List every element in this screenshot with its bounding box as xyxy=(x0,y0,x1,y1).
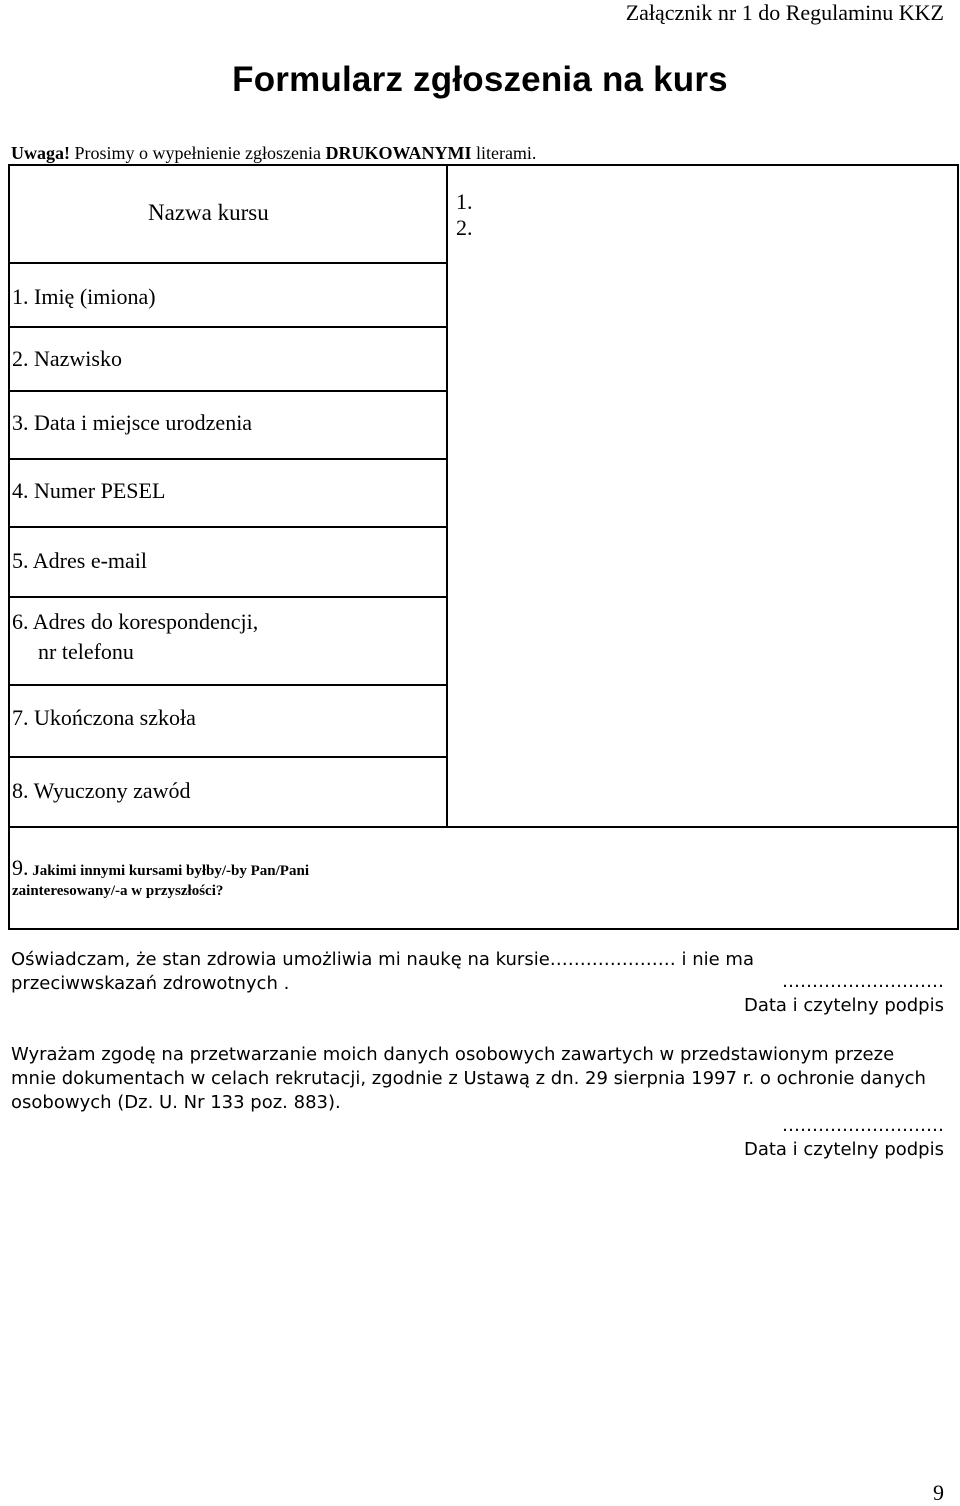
health-declaration-line2: przeciwwskazań zdrowotnych . xyxy=(11,973,290,994)
notice-bold-word: DRUKOWANYMI xyxy=(325,143,472,163)
field-school-label: 7. Ukończona szkoła xyxy=(12,705,196,730)
course-slot-1[interactable]: 1. xyxy=(456,189,473,214)
field-last-name-label: 2. Nazwisko xyxy=(12,346,122,371)
field-first-name-label: 1. Imię (imiona) xyxy=(12,284,156,309)
table-border-right xyxy=(957,164,959,930)
notice-suffix: literami. xyxy=(471,143,537,163)
field-pesel-label: 4. Numer PESEL xyxy=(12,478,166,503)
form-title: Formularz zgłoszenia na kurs xyxy=(232,60,728,99)
signature-block-2[interactable] xyxy=(744,1114,944,1162)
signature-2-caption: Data i czytelny podpis xyxy=(743,1139,944,1160)
field-school-input[interactable] xyxy=(448,686,957,756)
notice-body: Prosimy o wypełnienie zgłoszenia xyxy=(70,143,326,163)
field-future-courses[interactable] xyxy=(12,855,309,900)
signature-2-dots[interactable]: ……………………… xyxy=(782,1115,944,1136)
row-divider xyxy=(8,684,448,686)
row-divider xyxy=(8,596,448,598)
field-last-name-input[interactable] xyxy=(448,328,957,390)
notice-bold-prefix: Uwaga! xyxy=(11,143,70,163)
field-future-courses-question-line1: Jakimi innymi kursami byłby/-by Pan/Pani xyxy=(28,863,309,879)
course-slot-2[interactable]: 2. xyxy=(456,215,473,240)
field-pesel-input[interactable] xyxy=(448,460,957,526)
page-number: 9 xyxy=(933,1480,944,1505)
field-address-label-line2: nr telefonu xyxy=(38,639,134,664)
table-border-top xyxy=(8,164,959,166)
annex-heading: Załącznik nr 1 do Regulaminu KKZ xyxy=(625,0,944,25)
field-address-phone-input[interactable] xyxy=(448,598,957,684)
field-birth-date-place-label: 3. Data i miejsce urodzenia xyxy=(12,410,253,435)
row-divider xyxy=(8,262,448,264)
field-address-phone-label xyxy=(12,607,258,667)
row-divider xyxy=(8,390,448,392)
field-future-courses-number: 9. xyxy=(12,855,29,880)
row-divider xyxy=(8,326,448,328)
course-name-label: Nazwa kursu xyxy=(148,200,269,225)
field-address-label-line1: 6. Adres do korespondencji, xyxy=(12,609,259,634)
field-profession-input[interactable] xyxy=(448,758,957,826)
health-declaration-line1: Oświadczam, że stan zdrowia umożliwia mi naukę na kursie………………… i nie ma xyxy=(11,949,754,970)
signature-block-1[interactable] xyxy=(744,970,944,1018)
field-email-label: 5. Adres e-mail xyxy=(12,548,148,573)
field-future-courses-question-line2: zainteresowany/-a w przyszłości? xyxy=(12,883,224,899)
table-border-bottom xyxy=(8,928,959,930)
table-border-left xyxy=(8,164,10,930)
row-divider xyxy=(8,526,448,528)
field-birth-date-place-input[interactable] xyxy=(448,392,957,458)
field-first-name-input[interactable] xyxy=(448,264,957,326)
notice-text xyxy=(11,143,536,164)
field-profession-label: 8. Wyuczony zawód xyxy=(12,778,191,803)
data-consent-text: Wyrażam zgodę na przetwarzanie moich danych osobowych zawartych w przedstawionym przeze mnie dokumentach w celach rekrutacji, zgodnie z Ustawą z dn. 29 sierpnia 1997 r. o ochronie danych osobowych (Dz. U. Nr 133 poz. 883). xyxy=(11,1044,926,1113)
signature-1-dots[interactable]: ……………………… xyxy=(782,971,944,992)
row-divider xyxy=(8,756,448,758)
signature-1-caption: Data i czytelny podpis xyxy=(743,995,944,1016)
course-name-slots[interactable] xyxy=(456,189,473,241)
field-email-input[interactable] xyxy=(448,528,957,596)
row-divider xyxy=(8,826,959,828)
row-divider xyxy=(8,458,448,460)
